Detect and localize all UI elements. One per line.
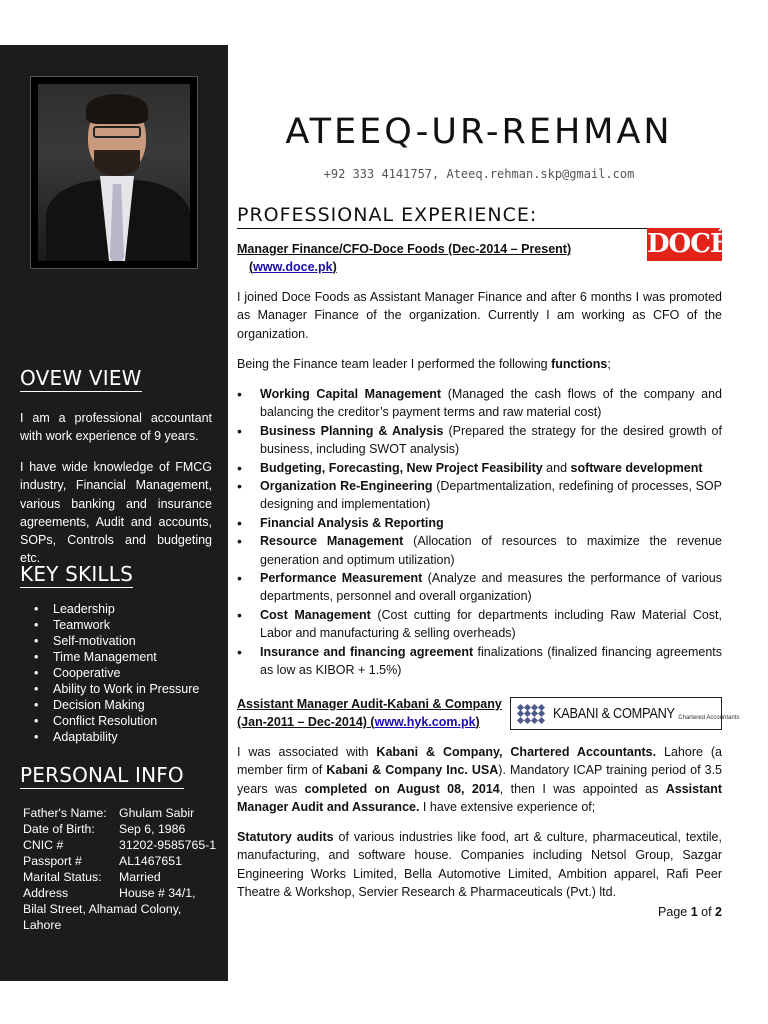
job2-paragraph-2: Statutory audits of various industries like food, art & culture, pharmaceutical, textile, manufacturing, and software house. Companies including Netsol Group, Sazgar Engineering Works Limited, Bella Automotive Limited, Ambition apparel, Rafi Peer Theatre & Workshop, Servier Research & Pharmaceuticals (Pvt.) ltd. bbox=[237, 830, 722, 900]
function-item: • Organization Re-Engineering (Departmentalization, redefining of processes, SOP designing and implementation) bbox=[237, 477, 722, 514]
skill-item: • Self-motivation bbox=[34, 633, 199, 649]
page-number: Page 1 of 2 bbox=[658, 905, 722, 919]
info-value: Sep 6, 1986 bbox=[119, 822, 186, 836]
info-value: Ghulam Sabir bbox=[119, 806, 195, 820]
personal-info bbox=[23, 805, 223, 933]
function-item: • Financial Analysis & Reporting bbox=[237, 514, 722, 532]
info-label: Address bbox=[23, 886, 69, 900]
info-label: Date of Birth: bbox=[23, 822, 95, 836]
job1-link-open: ( bbox=[249, 260, 254, 274]
job1-link-close: ) bbox=[332, 260, 337, 274]
profile-photo bbox=[38, 84, 190, 261]
skill-item: • Adaptability bbox=[34, 729, 199, 745]
skill-item: • Decision Making bbox=[34, 697, 199, 713]
skill-item: • Teamwork bbox=[34, 617, 199, 633]
info-value: Married bbox=[119, 870, 161, 884]
function-item: • Resource Management (Allocation of resources to maximize the revenue generation and optimum utilization) bbox=[237, 532, 722, 569]
job1-paragraph-2: Being the Finance team leader I performed the following functions; bbox=[237, 357, 611, 371]
skill-item: • Cooperative bbox=[34, 665, 199, 681]
sidebar bbox=[0, 45, 228, 981]
info-value: AL1467651 bbox=[119, 854, 182, 868]
contact-line: +92 333 4141757, Ateeq.rehman.skp@gmail.com bbox=[323, 167, 635, 181]
job1-title bbox=[237, 240, 571, 258]
profile-photo-frame bbox=[30, 76, 198, 269]
overview-heading: OVEW VIEW bbox=[20, 366, 142, 390]
overview-paragraph-1: I am a professional accountant with work experience of 9 years. bbox=[20, 411, 212, 444]
skill-item: • Leadership bbox=[34, 601, 199, 617]
address-continued: Bilal Street, Alhamad Colony, Lahore bbox=[23, 902, 182, 932]
skills-list bbox=[34, 601, 199, 745]
kabani-logo bbox=[510, 697, 740, 730]
function-item: • Business Planning & Analysis (Prepared the strategy for the desired growth of business, including SWOT analysis) bbox=[237, 422, 722, 459]
job1-title-text: Manager Finance/CFO-Doce Foods (Dec-2014 – Present) bbox=[237, 242, 572, 256]
info-label: Father's Name: bbox=[23, 806, 107, 820]
kabani-logo-text: KABANI & COMPANY bbox=[553, 705, 675, 722]
info-row-cnic bbox=[23, 837, 223, 853]
candidate-name: ATEEQ-UR-REHMAN bbox=[285, 112, 673, 152]
function-item: • Performance Measurement (Analyze and measures the performance of various departments, personnel and overall organization) bbox=[237, 569, 722, 606]
job2-dates-line: (Jan-2011 – Dec-2014) (www.hyk.com.pk) bbox=[237, 715, 480, 729]
function-item: • Working Capital Management (Managed the cash flows of the company and balancing the creditor’s payment terms and raw material cost) bbox=[237, 385, 722, 422]
info-row-dob bbox=[23, 821, 223, 837]
info-row-address bbox=[23, 885, 223, 901]
function-item: • Cost Management (Cost cutting for departments including Raw Material Cost, Labor and manufacturing & selling overheads) bbox=[237, 606, 722, 643]
kabani-logo-subtext: Chartered Accountants bbox=[678, 714, 740, 721]
doce-logo: DOCÉ bbox=[647, 229, 729, 259]
overview-paragraph-2: I have wide knowledge of FMCG industry, Financial Management, various banking and insurance agreements, Audit and accounts, SOPs, Controls and budgeting etc. bbox=[20, 460, 212, 566]
skill-item: • Time Management bbox=[34, 649, 199, 665]
job1-paragraph-1: I joined Doce Foods as Assistant Manager Finance and after 6 months I was promoted as Manager Finance of the organization. Currently I am working as CFO of the organization. bbox=[237, 290, 722, 341]
doce-website-link[interactable]: www.doce.pk bbox=[253, 260, 333, 274]
job2-dates: (Jan-2011 – Dec-2014) ( bbox=[237, 715, 375, 729]
skill-item: • Ability to Work in Pressure bbox=[34, 681, 199, 697]
info-row-father bbox=[23, 805, 223, 821]
key-skills-heading: KEY SKILLS bbox=[20, 562, 134, 586]
job1-link-line bbox=[249, 258, 337, 276]
experience-heading: PROFESSIONAL EXPERIENCE: bbox=[237, 204, 538, 226]
info-row-passport bbox=[23, 853, 223, 869]
info-label: Passport # bbox=[23, 854, 82, 868]
job2-title bbox=[237, 695, 502, 713]
info-row-marital bbox=[23, 869, 223, 885]
info-label: Marital Status: bbox=[23, 870, 102, 884]
function-item: • Insurance and financing agreement finalizations (finalized financing agreements as low as KIBOR + 1.5%) bbox=[237, 643, 722, 680]
info-label: CNIC # bbox=[23, 838, 64, 852]
skill-item: • Conflict Resolution bbox=[34, 713, 199, 729]
function-item: • Budgeting, Forecasting, New Project Feasibility and software development bbox=[237, 459, 722, 477]
kabani-website-link[interactable]: www.hyk.com.pk bbox=[374, 715, 476, 729]
kabani-diamond-icon bbox=[517, 704, 545, 724]
info-value: 31202-9585765-1 bbox=[119, 838, 217, 852]
job2-paragraph-1: I was associated with Kabani & Company, Chartered Accountants. Lahore (a member firm of Kabani & Company Inc. USA). Mandatory ICAP training period of 3.5 years was completed on August 08, 2014, then I was appointed as Assistant Manager Audit and Assurance. I have extensive experience of; bbox=[237, 745, 723, 815]
job2-title-text: Assistant Manager Audit-Kabani & Company bbox=[237, 697, 502, 711]
functions-list bbox=[237, 385, 722, 680]
info-value: House # 34/1, bbox=[119, 886, 196, 900]
personal-info-heading: PERSONAL INFO bbox=[20, 763, 184, 787]
